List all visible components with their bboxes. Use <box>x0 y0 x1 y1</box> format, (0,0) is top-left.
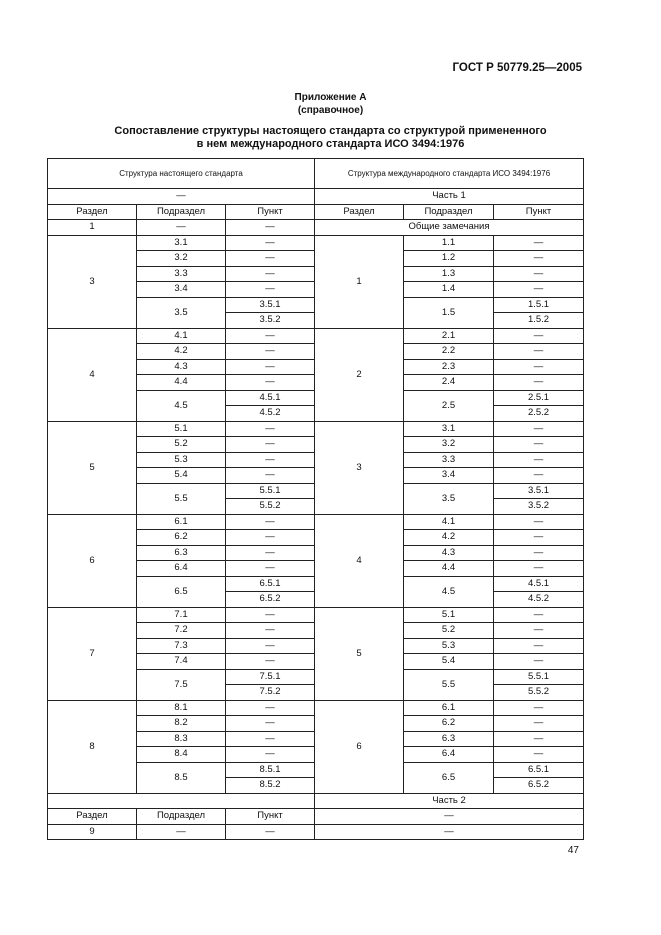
section-cell: 6 <box>48 514 137 607</box>
iso-section-cell: 1 <box>315 235 404 328</box>
item-cell: — <box>226 437 315 453</box>
iso-item-cell: — <box>494 623 584 639</box>
iso-subsection-cell: 1.2 <box>404 251 494 267</box>
subsection-cell: 7.3 <box>137 638 226 654</box>
iso-item-cell: 3.5.2 <box>494 499 584 515</box>
item-cell: — <box>226 747 315 763</box>
iso-item-cell: — <box>494 359 584 375</box>
subsection-cell: 3.5 <box>137 297 226 328</box>
item-cell: — <box>226 545 315 561</box>
subsection-cell: 5.3 <box>137 452 226 468</box>
item-cell: — <box>226 716 315 732</box>
item-cell: 5.5.1 <box>226 483 315 499</box>
iso-item-cell: — <box>494 561 584 577</box>
iso-item-cell: — <box>494 437 584 453</box>
iso-item-cell: 1.5.2 <box>494 313 584 329</box>
iso-col-section-header: Раздел <box>315 204 404 220</box>
iso-subsection-cell: 2.4 <box>404 375 494 391</box>
iso-item-cell: — <box>494 514 584 530</box>
iso-item-cell: — <box>494 700 584 716</box>
col-subsection-header-2: Подраздел <box>137 809 226 825</box>
iso-item-cell: 6.5.1 <box>494 762 584 778</box>
subsection-cell: 6.4 <box>137 561 226 577</box>
iso-item-cell: — <box>494 344 584 360</box>
item-cell: 4.5.2 <box>226 406 315 422</box>
iso-item-cell: — <box>494 545 584 561</box>
iso-subsection-cell: 1.3 <box>404 266 494 282</box>
iso-subsection-cell: 4.5 <box>404 576 494 607</box>
page-number: 47 <box>567 845 579 856</box>
iso-item-cell: — <box>494 731 584 747</box>
subsection-cell: 4.4 <box>137 375 226 391</box>
item-cell: 3.5.2 <box>226 313 315 329</box>
subsection-cell: 8.4 <box>137 747 226 763</box>
section-cell: 7 <box>48 607 137 700</box>
item-cell: — <box>226 328 315 344</box>
subsection-cell: 3.4 <box>137 282 226 298</box>
table-title-line-2: в нем международного стандарта ИСО 3494:1976 <box>196 138 465 150</box>
item-cell: — <box>226 344 315 360</box>
subsection-cell: 4.3 <box>137 359 226 375</box>
iso-item-cell: 5.5.1 <box>494 669 584 685</box>
iso-item-cell: 3.5.1 <box>494 483 584 499</box>
table-row <box>48 514 584 530</box>
iso-item-cell: — <box>494 251 584 267</box>
col-subsection-header: Подраздел <box>137 204 226 220</box>
subsection-cell: 3.2 <box>137 251 226 267</box>
iso-subsection-cell: 6.2 <box>404 716 494 732</box>
subsection-cell: 5.4 <box>137 468 226 484</box>
item-cell: — <box>226 452 315 468</box>
item-cell: — <box>226 638 315 654</box>
item-cell: 6.5.1 <box>226 576 315 592</box>
item-cell: 6.5.2 <box>226 592 315 608</box>
general-remarks-cell: Общие замечания <box>315 220 584 236</box>
iso-item-cell: — <box>494 266 584 282</box>
iso-item-cell: — <box>494 654 584 670</box>
table-row <box>48 328 584 344</box>
subsection-cell: 4.5 <box>137 390 226 421</box>
iso-item-cell: — <box>494 235 584 251</box>
iso-subsection-cell: 5.5 <box>404 669 494 700</box>
subsection-cell: 7.4 <box>137 654 226 670</box>
subsection-cell: — <box>137 220 226 236</box>
iso-item-cell: 4.5.1 <box>494 576 584 592</box>
iso-item-cell: — <box>494 638 584 654</box>
iso-subsection-cell: 5.3 <box>404 638 494 654</box>
subsection-cell: 4.2 <box>137 344 226 360</box>
part2-row <box>48 793 584 809</box>
appendix-title: Приложение А <box>294 92 367 103</box>
iso-item-cell: — <box>494 282 584 298</box>
appendix-subtitle: (справочное) <box>297 105 364 116</box>
item-cell: — <box>226 700 315 716</box>
item-cell: — <box>226 375 315 391</box>
section-cell: 9 <box>48 824 137 840</box>
iso-item-cell: — <box>494 716 584 732</box>
iso-subsection-cell: 1.1 <box>404 235 494 251</box>
table-row <box>48 421 584 437</box>
iso-section-cell: 3 <box>315 421 404 514</box>
part1-row <box>48 189 584 205</box>
iso-item-cell: 5.5.2 <box>494 685 584 701</box>
iso-item-cell: — <box>494 607 584 623</box>
subsection-cell: 5.1 <box>137 421 226 437</box>
item-cell: 7.5.2 <box>226 685 315 701</box>
iso-subsection-cell: 3.2 <box>404 437 494 453</box>
iso-subsection-cell: 4.3 <box>404 545 494 561</box>
item-cell: — <box>226 530 315 546</box>
subsection-cell: 7.5 <box>137 669 226 700</box>
item-cell: — <box>226 220 315 236</box>
iso-item-cell: 2.5.2 <box>494 406 584 422</box>
item-cell: — <box>226 235 315 251</box>
iso-subsection-cell: 6.1 <box>404 700 494 716</box>
col-item-header-2: Пункт <box>226 809 315 825</box>
subsection-cell: 8.5 <box>137 762 226 793</box>
subsection-cell: 7.1 <box>137 607 226 623</box>
iso-subsection-cell: 4.4 <box>404 561 494 577</box>
iso-subsection-cell: 6.3 <box>404 731 494 747</box>
iso-subsection-cell: 2.1 <box>404 328 494 344</box>
iso-subsection-cell: 2.2 <box>404 344 494 360</box>
table-row <box>48 700 584 716</box>
column-header-row <box>48 204 584 220</box>
iso-item-cell: — <box>494 328 584 344</box>
comparison-table <box>47 158 584 840</box>
subsection-cell: 6.2 <box>137 530 226 546</box>
table-header-row <box>48 159 584 189</box>
item-cell: — <box>226 468 315 484</box>
col-section-header-2: Раздел <box>48 809 137 825</box>
section-cell: 1 <box>48 220 137 236</box>
part1-national-dash: — <box>48 189 315 205</box>
subsection-cell: 5.5 <box>137 483 226 514</box>
iso-item-cell: 4.5.2 <box>494 592 584 608</box>
item-cell: — <box>226 266 315 282</box>
iso-section-cell: 5 <box>315 607 404 700</box>
iso-last-dash: — <box>315 824 584 840</box>
iso-subsection-cell: 2.5 <box>404 390 494 421</box>
iso-item-cell: 6.5.2 <box>494 778 584 794</box>
item-cell: — <box>226 607 315 623</box>
table-title <box>0 125 661 151</box>
part2-national-empty <box>48 793 315 809</box>
iso-item-cell: — <box>494 421 584 437</box>
iso-item-cell: 1.5.1 <box>494 297 584 313</box>
iso-col-subsection-header: Подраздел <box>404 204 494 220</box>
item-cell: — <box>226 359 315 375</box>
iso-section-cell: 6 <box>315 700 404 793</box>
item-cell: 3.5.1 <box>226 297 315 313</box>
document-code: ГОСТ Р 50779.25—2005 <box>452 62 582 74</box>
iso-subsection-cell: 4.2 <box>404 530 494 546</box>
subsection-cell: 4.1 <box>137 328 226 344</box>
item-cell: — <box>226 251 315 267</box>
item-cell: — <box>226 654 315 670</box>
table-row <box>48 607 584 623</box>
header-iso-structure: Структура международного стандарта ИСО 3494:1976 <box>315 159 584 189</box>
col-item-header: Пункт <box>226 204 315 220</box>
subsection-cell: 8.2 <box>137 716 226 732</box>
item-cell: 4.5.1 <box>226 390 315 406</box>
iso-subsection-cell: 3.4 <box>404 468 494 484</box>
item-cell: 7.5.1 <box>226 669 315 685</box>
iso-col-item-header: Пункт <box>494 204 584 220</box>
item-cell: — <box>226 731 315 747</box>
iso-item-cell: 2.5.1 <box>494 390 584 406</box>
iso-section-cell: 4 <box>315 514 404 607</box>
iso-subsection-cell: 5.2 <box>404 623 494 639</box>
subsection-cell: — <box>137 824 226 840</box>
item-cell: — <box>226 623 315 639</box>
iso-subsection-cell: 3.5 <box>404 483 494 514</box>
subsection-cell: 6.1 <box>137 514 226 530</box>
section-cell: 4 <box>48 328 137 421</box>
iso-section-cell: 2 <box>315 328 404 421</box>
part1-label: Часть 1 <box>315 189 584 205</box>
iso-subsection-cell: 3.1 <box>404 421 494 437</box>
subsection-cell: 8.1 <box>137 700 226 716</box>
section-cell: 3 <box>48 235 137 328</box>
item-cell: — <box>226 514 315 530</box>
iso-subsection-cell: 2.3 <box>404 359 494 375</box>
item-cell: — <box>226 282 315 298</box>
subsection-cell: 5.2 <box>137 437 226 453</box>
section-cell: 5 <box>48 421 137 514</box>
iso-subsection-cell: 6.5 <box>404 762 494 793</box>
section-cell: 8 <box>48 700 137 793</box>
part2-label: Часть 2 <box>315 793 584 809</box>
header-national-structure: Структура настоящего стандарта <box>48 159 315 189</box>
item-cell: 5.5.2 <box>226 499 315 515</box>
iso-subsection-cell: 3.3 <box>404 452 494 468</box>
general-remarks-row <box>48 220 584 236</box>
subsection-cell: 6.5 <box>137 576 226 607</box>
subsection-cell: 8.3 <box>137 731 226 747</box>
subsection-cell: 3.1 <box>137 235 226 251</box>
col-section-header: Раздел <box>48 204 137 220</box>
subsection-cell: 3.3 <box>137 266 226 282</box>
last-row <box>48 824 584 840</box>
comparison-table-body <box>48 159 584 840</box>
item-cell: — <box>226 421 315 437</box>
iso-item-cell: — <box>494 468 584 484</box>
item-cell: 8.5.2 <box>226 778 315 794</box>
subsection-cell: 7.2 <box>137 623 226 639</box>
iso-subsection-cell: 1.4 <box>404 282 494 298</box>
item-cell: — <box>226 561 315 577</box>
appendix-heading <box>0 91 661 117</box>
item-cell: 8.5.1 <box>226 762 315 778</box>
iso-item-cell: — <box>494 375 584 391</box>
item-cell: — <box>226 824 315 840</box>
iso-item-cell: — <box>494 452 584 468</box>
iso-subsection-cell: 1.5 <box>404 297 494 328</box>
iso-item-cell: — <box>494 747 584 763</box>
iso-item-cell: — <box>494 530 584 546</box>
table-row <box>48 235 584 251</box>
iso-subsection-cell: 4.1 <box>404 514 494 530</box>
iso-part2-dash: — <box>315 809 584 825</box>
table-title-line-1: Сопоставление структуры настоящего стандарта со структурой примененного <box>114 125 547 137</box>
iso-subsection-cell: 5.4 <box>404 654 494 670</box>
iso-subsection-cell: 5.1 <box>404 607 494 623</box>
iso-subsection-cell: 6.4 <box>404 747 494 763</box>
subsection-cell: 6.3 <box>137 545 226 561</box>
column-header-row-2 <box>48 809 584 825</box>
